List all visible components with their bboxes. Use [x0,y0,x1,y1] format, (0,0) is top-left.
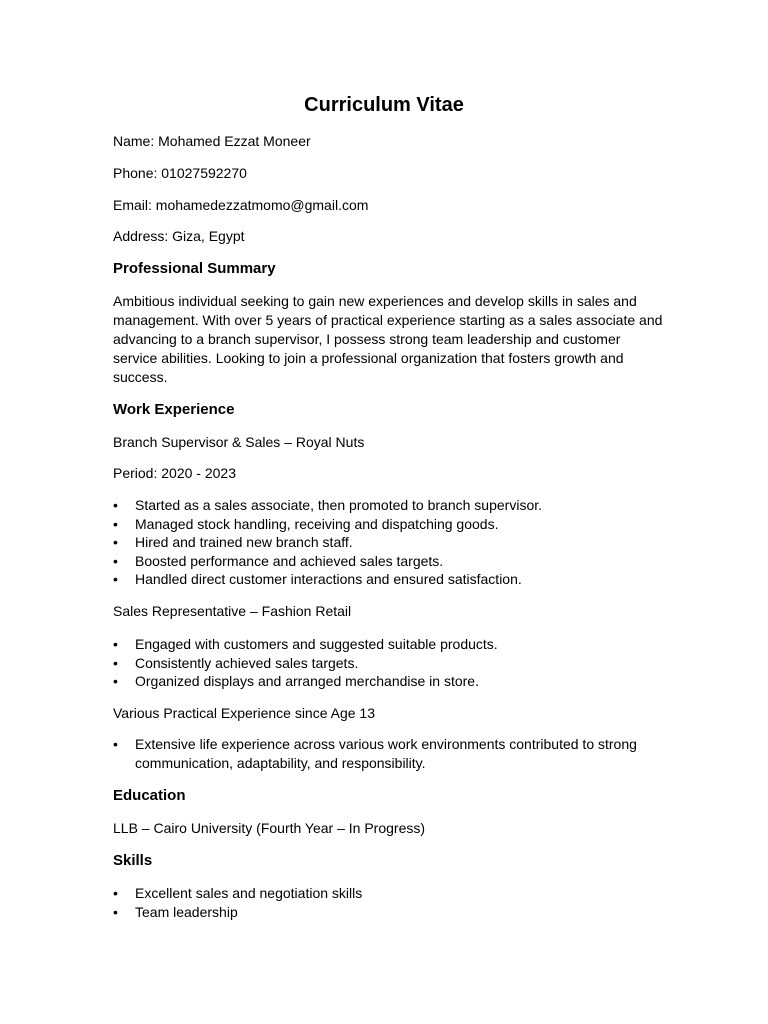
job-title: Various Practical Experience since Age 13 [113,705,375,721]
bullet-text: Managed stock handling, receiving and dispatching goods. [135,515,499,532]
experience-heading: Work Experience [113,401,235,418]
skill-text: Team leadership [135,903,238,920]
bullet-icon: • [113,673,118,690]
summary-heading: Professional Summary [113,260,276,277]
bullet-text: Started as a sales associate, then promoted to branch supervisor. [135,497,543,513]
bullet-text: Consistently achieved sales targets. [135,654,359,671]
skills-heading: Skills [113,852,153,869]
contact-phone: Phone: 01027592270 [113,165,247,181]
bullet-text: Organized displays and arranged merchandise in store. [135,673,479,690]
skill-text: Excellent sales and negotiation skills [135,885,363,901]
contact-email: Email: mohamedezzatmomo@gmail.com [113,197,369,213]
bullet-icon: • [113,654,118,671]
skills-list [113,884,653,921]
summary-line: advancing to a branch supervisor, I possess strong team leadership and customer [113,331,621,347]
contact-address: Address: Giza, Egypt [113,228,245,244]
bullet-text-line: communication, adaptability, and responsibility. [135,754,426,771]
list-item [113,515,653,534]
job-bullet-list [113,735,653,772]
summary-line: Ambitious individual seeking to gain new experiences and develop skills in sales and [113,293,637,309]
bullet-icon: • [113,515,118,532]
list-item [113,496,653,515]
bullet-icon: • [113,636,118,652]
bullet-text: Handled direct customer interactions and ensured satisfaction. [135,571,522,588]
summary-paragraph [113,292,663,387]
bullet-icon: • [113,903,118,920]
job-title: Sales Representative – Fashion Retail [113,603,352,619]
job-bullet-list [113,635,653,691]
list-item [113,654,653,673]
bullet-text: Hired and trained new branch staff. [135,534,353,551]
job-bullet-list [113,496,653,589]
list-item [113,570,653,589]
education-entry: LLB – Cairo University (Fourth Year – In Progress) [113,820,426,836]
bullet-icon: • [113,497,118,513]
job-period: Period: 2020 - 2023 [113,465,236,481]
bullet-text: Boosted performance and achieved sales targets. [135,552,444,569]
list-item [113,672,653,691]
list-item [113,735,653,772]
summary-line: success. [113,369,168,385]
bullet-icon: • [113,534,118,551]
bullet-icon: • [113,552,118,569]
bullet-icon: • [113,885,118,901]
bullet-text-line: Extensive life experience across various work environments contributed to strong [135,736,637,752]
bullet-text: Engaged with customers and suggested suitable products. [135,636,498,652]
summary-line: management. With over 5 years of practical experience starting as a sales associate and [113,312,663,328]
list-item [113,903,653,922]
list-item [113,533,653,552]
list-item [113,884,653,903]
list-item [113,635,653,654]
education-heading: Education [113,787,186,804]
bullet-icon: • [113,571,118,588]
summary-line: service abilities. Looking to join a professional organization that fosters growth and [113,350,624,366]
contact-name: Name: Mohamed Ezzat Moneer [113,133,311,149]
document-title: Curriculum Vitae [304,94,464,116]
list-item [113,552,653,571]
bullet-icon: • [113,736,118,752]
job-title: Branch Supervisor & Sales – Royal Nuts [113,434,365,450]
